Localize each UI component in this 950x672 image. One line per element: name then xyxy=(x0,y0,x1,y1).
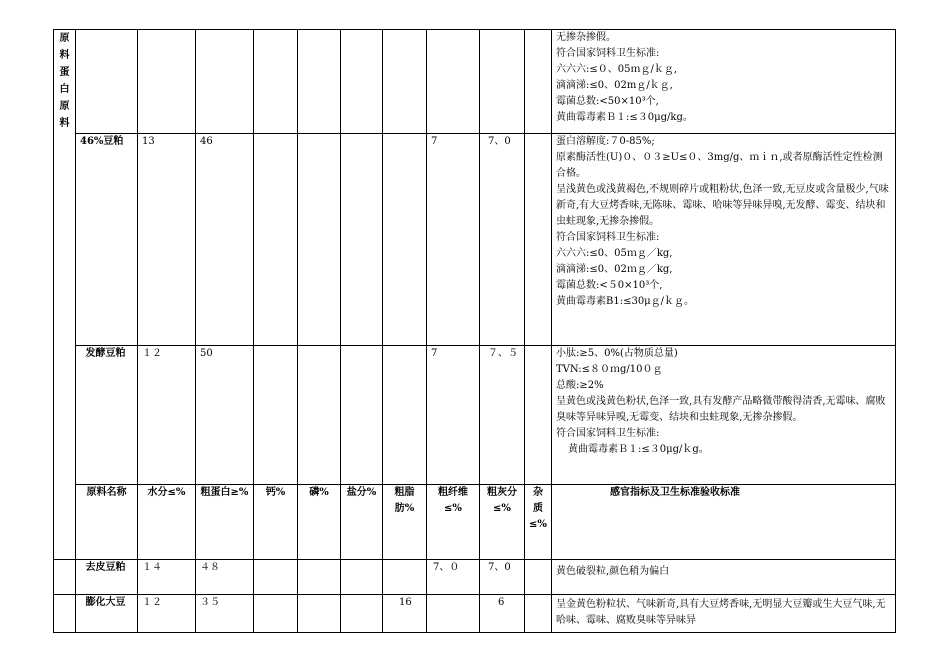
protein-value: 46 xyxy=(196,134,254,346)
standard-line: 符合国家饲料卫生标准: xyxy=(556,428,660,439)
material-name: 去皮豆粕 xyxy=(76,560,138,595)
standard-line: 呈黄色或浅黄色粉状,色泽一致,具有发酵产品略微带酸得清香,无霉味、腐败臭味等异味异嗅,无霉变、结块和虫蛀现象,无掺杂掺假。 xyxy=(556,396,886,423)
header-name: 原料名称 xyxy=(76,485,138,560)
standard-line: 呈金黄色粉粒状、气味新奇,具有大豆烤香味,无明显大豆瓣或生大豆气味,无哈味、霉味、腐败臭味等异味异 xyxy=(556,599,886,626)
standard-cell xyxy=(552,560,896,595)
standard-line: 黄色破裂粒,颜色稍为偏白 xyxy=(556,566,670,577)
header-water: 水分≤% xyxy=(138,485,196,560)
standard-line: 六六六:≤０、05ｍｇ/ｋｇ, xyxy=(556,64,678,75)
standard-line: 霉菌总数:<50×10³个, xyxy=(556,96,659,107)
standard-line: 霉菌总数:<５0×10³个, xyxy=(556,280,663,291)
ash-value: 7、0 xyxy=(480,134,525,346)
material-name: 46%豆粕 xyxy=(76,134,138,346)
header-protein: 粗蛋白≥% xyxy=(196,485,254,560)
protein-value: ４８ xyxy=(196,560,254,595)
header-ash: 粗灰分≤% xyxy=(480,485,525,560)
standard-line: 呈浅黄色或浅黄褐色,不规则碎片或粗粉状,色泽一致,无豆皮或含量极少,气味新奇,有大豆烤香味,无陈味、霉味、哈味等异味异嗅,无发酵、霉变、结块和虫蛀现象,无掺杂掺假。 xyxy=(556,184,889,227)
standard-line: 滴滴涕:≤0、02mｇ/ｋｇ, xyxy=(556,80,673,91)
category-label: 原料蛋白原料 xyxy=(54,30,76,560)
material-name: 发酵豆粕 xyxy=(76,346,138,485)
protein-value: ３５ xyxy=(196,595,254,633)
fiber-value: 7、０ xyxy=(427,560,480,595)
fat-value: 16 xyxy=(383,595,427,633)
standard-line: 黄曲霉毒素Ｂ１:≤３0μg/kg。 xyxy=(556,112,693,123)
water-value: 13 xyxy=(138,134,196,346)
table-row xyxy=(54,134,896,346)
standard-cell xyxy=(552,30,896,134)
header-calcium: 钙% xyxy=(254,485,298,560)
standard-line: TVN:≤８０ｍg/10０ｇ xyxy=(556,364,663,375)
header-fat: 粗脂肪% xyxy=(383,485,427,560)
header-salt: 盐分% xyxy=(341,485,383,560)
ash-value: ７、５ xyxy=(480,346,525,485)
standard-line: 原素酶活性(U)０、０３≥U≤０、3mg/g、ｍｉｎ,或者原酶活性定性检测合格。 xyxy=(556,152,883,179)
table-row xyxy=(54,30,896,134)
header-impurity: 杂质≤% xyxy=(525,485,552,560)
fiber-value: 7 xyxy=(427,346,480,485)
standard-line: 黄曲霉毒素Ｂ１:≤３0μg/ｋg。 xyxy=(568,444,709,455)
table-row xyxy=(54,595,896,633)
water-value: １４ xyxy=(138,560,196,595)
header-standard: 感官指标及卫生标准验收标准 xyxy=(552,485,896,560)
standard-line: 无掺杂掺假。 xyxy=(556,32,616,43)
header-fiber: 粗纤维≤% xyxy=(427,485,480,560)
ash-value: 6 xyxy=(480,595,525,633)
standard-line: 六六六:≤0、05ｍｇ／kg, xyxy=(556,248,673,259)
table-header-row xyxy=(54,485,896,560)
table-row xyxy=(54,560,896,595)
standard-line: 符合国家饲料卫生标准: xyxy=(556,48,660,59)
standard-line: 黄曲霉毒素B1:≤30μｇ/ｋｇ。 xyxy=(556,296,695,307)
standard-line: 蛋白溶解度:７0-85%; xyxy=(556,136,655,147)
standard-line: 总酸:≥2% xyxy=(556,380,604,391)
standard-line: 滴滴涕:≤0、02ｍｇ／kg, xyxy=(556,264,673,275)
protein-value: 50 xyxy=(196,346,254,485)
water-value: １２ xyxy=(138,346,196,485)
fiber-value: 7 xyxy=(427,134,480,346)
standard-cell xyxy=(552,595,896,633)
standard-line: 符合国家饲料卫生标准: xyxy=(556,232,660,243)
ash-value: 7、0 xyxy=(480,560,525,595)
standard-cell xyxy=(552,134,896,346)
table-row xyxy=(54,346,896,485)
material-name: 膨化大豆 xyxy=(76,595,138,633)
feed-standards-table xyxy=(53,29,896,633)
header-phosphorus: 磷% xyxy=(298,485,341,560)
standard-cell xyxy=(552,346,896,485)
water-value: １２ xyxy=(138,595,196,633)
standard-line: 小肽:≥5、0%(占物质总量) xyxy=(556,348,678,359)
